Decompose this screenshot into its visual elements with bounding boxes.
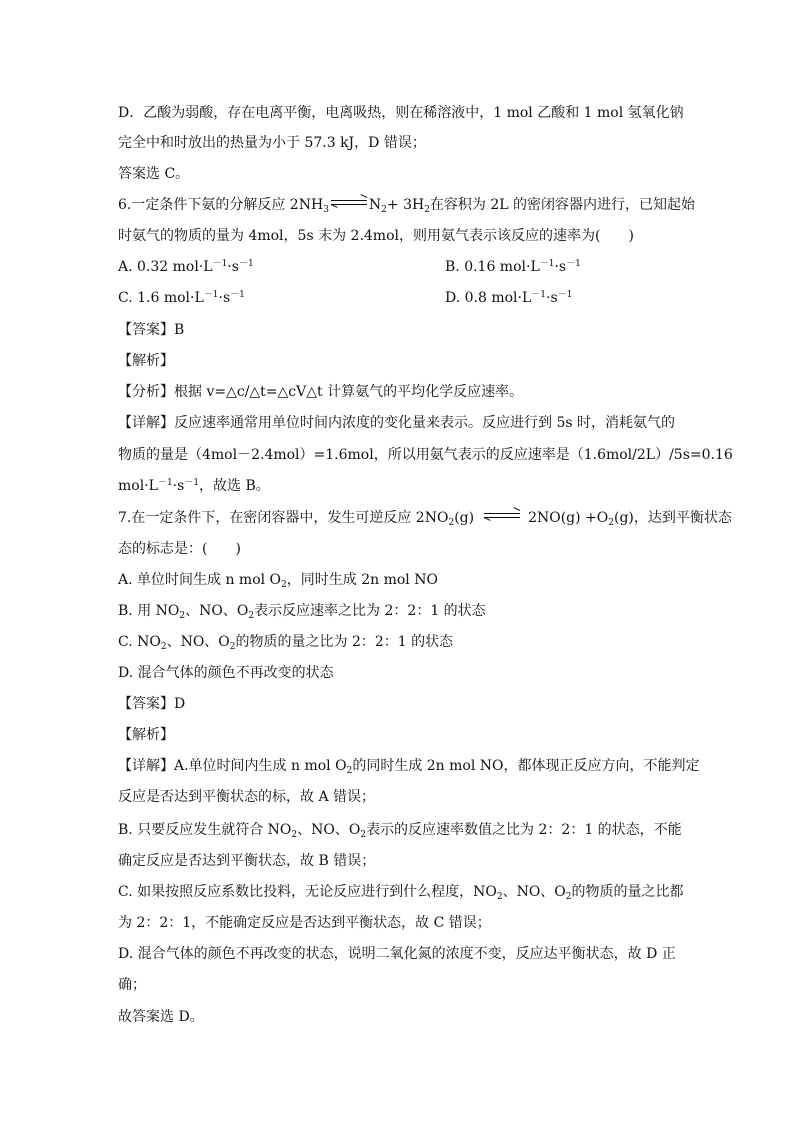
text-line: D．乙酸为弱酸，存在电离平衡，电离吸热，则在稀溶液中，1 mol 乙酸和 1 mol 氢氧化钠 <box>118 105 684 121</box>
option-c: C. $NO_2$、NO、$O_2$的物质的量之比为 2：2：1 的状态 <box>118 634 454 652</box>
explanation-text: 【详解】反应速率通常用单位时间内浓度的变化量来表示。反应进行到 5s 时，消耗氨气的 <box>118 415 675 431</box>
explanation-text: 为 2：2：1，不能确定反应是否达到平衡状态，故 C 错误； <box>118 915 491 931</box>
answer-line: 答案选 C。 <box>118 166 190 182</box>
question-6-stem: 6.一定条件下氨的分解反应 $2NH_3$ $N_2+ 3H_2$在容积为 2L 的密闭容器内进行，已知起始 <box>118 197 696 215</box>
question-6-stem: 时氨气的物质的量为 4mol，5s 末为 2.4mol，则用氨气表示该反应的速率为( ) <box>118 228 634 244</box>
option-c: C. 1.6 $mol\cdot L^{-1}\cdot s^{-1}$ <box>118 290 245 306</box>
option-b: B. 0.16 $mol\cdot L^{-1}\cdot s^{-1}$ <box>445 259 581 275</box>
explanation-text: 【详解】A.单位时间内生成 n mol $O_2$的同时生成 2n mol NO，都体现正反应方向，不能判定 <box>118 758 700 776</box>
answer-label: 【答案】D <box>118 696 186 712</box>
analysis-label: 【解析】 <box>118 727 174 743</box>
explanation-text: B. 只要反应发生就符合 $NO_2$、NO、$O_2$表示的反应速率数值之比为 2：2：1 的状态，不能 <box>118 822 682 840</box>
explanation-text: D. 混合气体的颜色不再改变的状态，说明二氧化氮的浓度不变，反应达平衡状态，故 D 正 <box>118 946 676 962</box>
analysis-label: 【解析】 <box>118 353 174 369</box>
answer-label: 【答案】B <box>118 322 185 338</box>
explanation-text: 确定反应是否达到平衡状态，故 B 错误； <box>118 853 376 869</box>
text-line: 完全中和时放出的热量为小于 57.3 kJ，D 错误； <box>118 135 426 151</box>
option-d: D. 混合气体的颜色不再改变的状态 <box>118 665 334 681</box>
explanation-text: $mol\cdot L^{-1}\cdot s^{-1}$，故选 B。 <box>118 478 270 494</box>
analysis-text: 【分析】根据 v=△c/△t=△cV△t 计算氨气的平均化学反应速率。 <box>118 384 524 400</box>
explanation-text: 反应是否达到平衡状态的标，故 A 错误； <box>118 789 376 805</box>
option-a: A. 0.32 $mol\cdot L^{-1}\cdot s^{-1}$ <box>118 259 254 275</box>
option-a: A. 单位时间生成 n mol $O_2$，同时生成 2n mol NO <box>118 572 438 590</box>
equilibrium-arrow-icon <box>331 198 367 208</box>
explanation-text: 物质的量是（4mol－2.4mol）=1.6mol，所以用氨气表示的反应速率是（1.6mol/2L）/5s=0.16 <box>118 447 733 463</box>
explanation-text: C. 如果按照反应系数比投料，无论反应进行到什么程度，$NO_2$、NO、$O_2$的物质的量之比都 <box>118 884 684 902</box>
question-7-stem: 态的标志是：( ) <box>118 541 241 557</box>
option-b: B. 用 $NO_2$、NO、$O_2$表示反应速率之比为 2：2：1 的状态 <box>118 603 486 621</box>
equilibrium-arrow-icon <box>484 511 520 521</box>
option-d: D. 0.8 $mol\cdot L^{-1}\cdot s^{-1}$ <box>445 290 573 306</box>
answer-line: 故答案选 D。 <box>118 1009 204 1025</box>
explanation-text: 确； <box>118 977 146 993</box>
question-7-stem: 7.在一定条件下，在密闭容器中，发生可逆反应 $2NO_2(g)$ $2NO(g) +O_2(g)$，达到平衡状态 <box>118 510 732 528</box>
